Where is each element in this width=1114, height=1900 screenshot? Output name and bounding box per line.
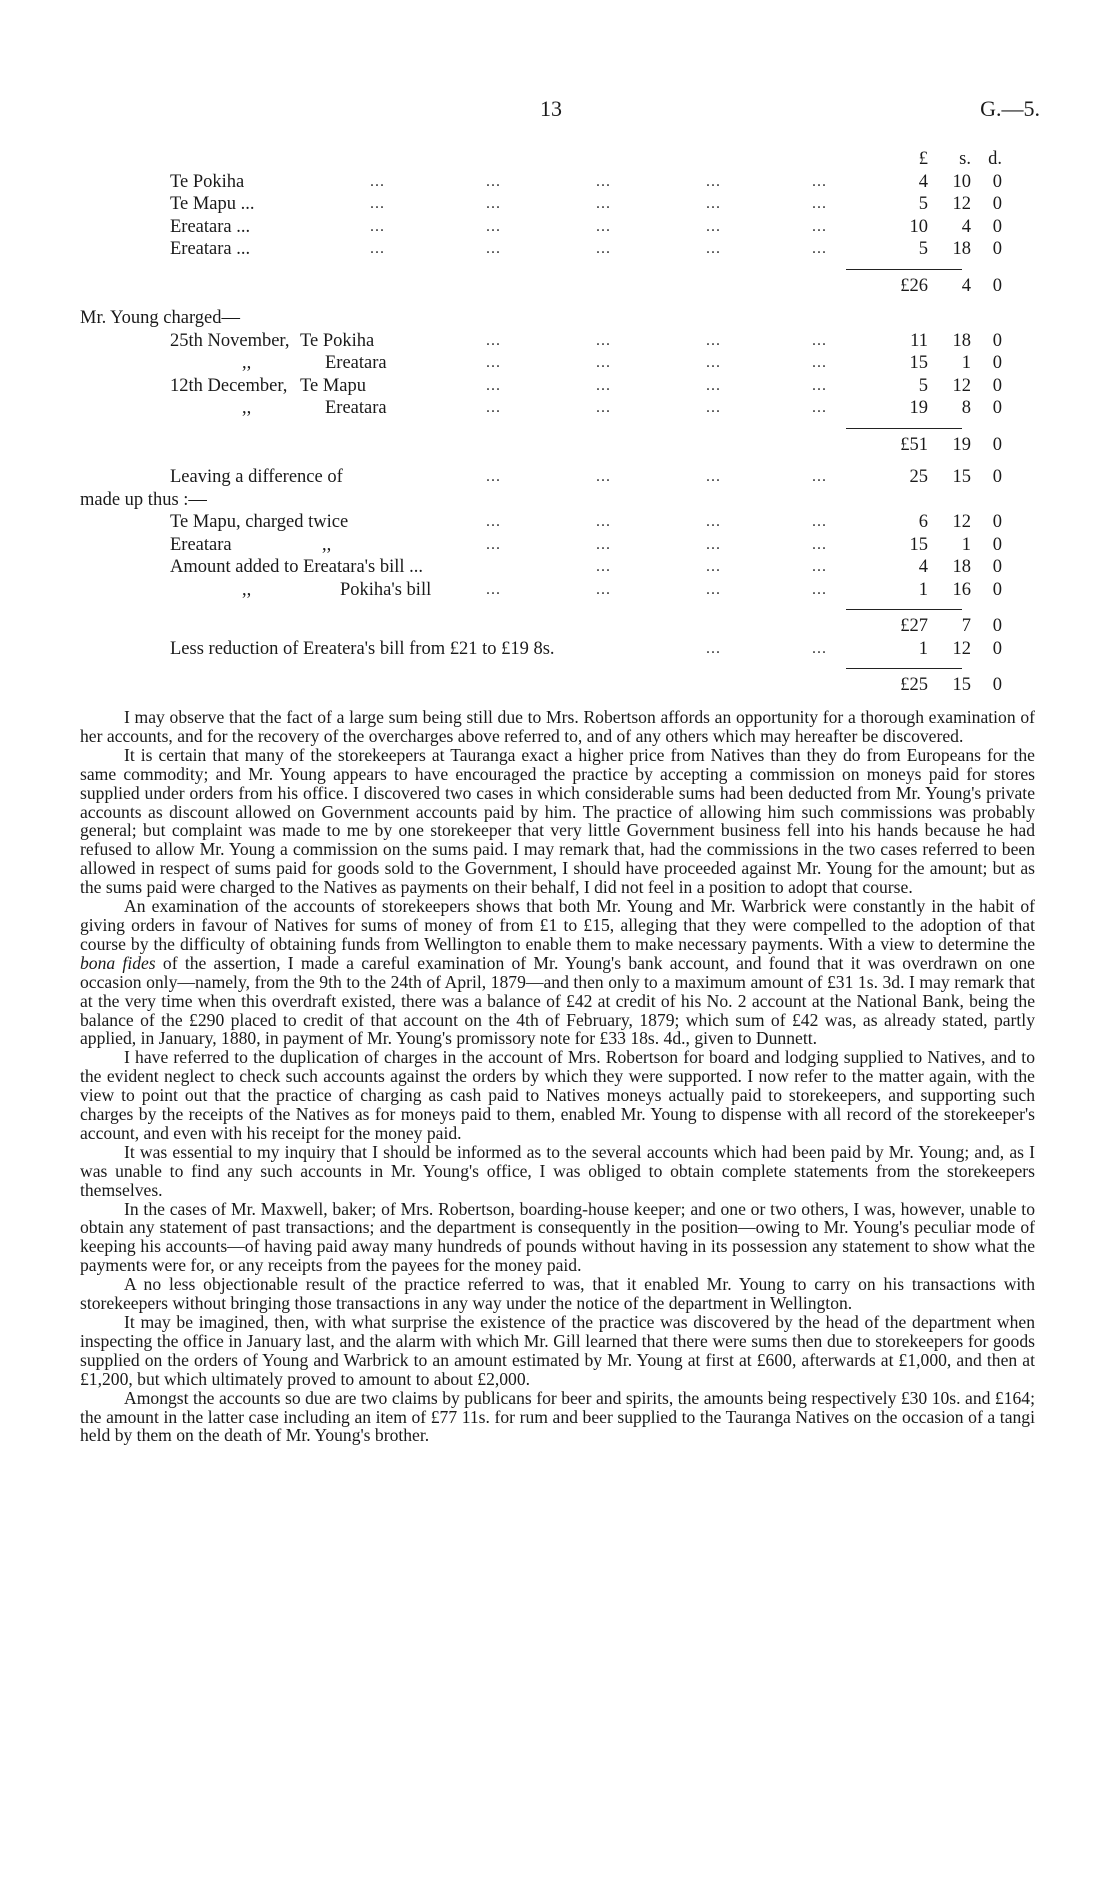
row-label: Te Pokiha [170,171,245,192]
total-shillings: 4 [961,275,971,296]
shillings-value: 1 [961,353,971,373]
pounds-value: 11 [910,330,928,351]
row-label: Te Mapu [300,375,367,396]
reduction-row: Less reduction of Ereatera's bill from £21 to £19 8s. ... ... 1 12 0 [170,638,1002,659]
pence-value: 0 [992,375,1002,396]
pence-value: 0 [992,194,1002,214]
pence-value: 0 [992,239,1002,259]
pence-value: 0 [992,557,1002,577]
total-pounds: £25 [900,675,928,695]
pounds-value: 1 [918,638,928,659]
total-row [0,615,1114,638]
sum-rule [846,269,962,270]
total-pounds: £26 [900,275,928,296]
paragraph: I may observe that the fact of a large sum being still due to Mrs. Robertson affords an opportunity for a thorough examination of her accounts, and for the recovery of the overcharges above referred to, and of any others which may hereafter be discovered. [80,707,1035,746]
pounds-value: 5 [918,375,928,396]
pence-value: 0 [992,171,1002,192]
paragraph: It may be imagined, then, with what surprise the existence of the practice was discovered by the head of the department when inspecting the office in January last, and the alarm with which Mr. Gill learned that there were sums then due to storekeepers for goods supplied on the orders of Young and Warbrick to an amount estimated by Mr. Young at first at £600, afterwards at £1,000, and then at £1,200, but which ultimately proved to amount to about £2,000. [80,1312,1035,1389]
shillings-heading: s. [959,149,971,169]
account-row: ,, Ereatara ... ... ... ... 19 8 0 [242,398,1002,418]
difference-row: Leaving a difference of ... ... ... ... 25 15 0 [170,467,1002,487]
row-date: 12th December, [170,375,288,396]
page-header [0,96,1114,126]
pounds-value: 15 [909,534,928,555]
pence-value: 0 [992,398,1002,418]
shillings-value: 18 [952,557,971,577]
pence-value: 0 [992,467,1002,487]
row-date: ,, [242,398,252,418]
row-label: Pokiha's bill [340,579,432,600]
shillings-value: 18 [952,239,971,259]
row-label: Ereatara [325,353,387,373]
total-pounds: £27 [900,616,928,636]
document-reference: G.—5. [980,96,1040,121]
paragraph: It is certain that many of the storekeepers at Tauranga exact a higher price from Natives than they do from Europeans for the same commodity; and Mr. Young appears to have encouraged the practice by accepting a commission on moneys paid for stores supplied under orders from his office. I discovered two cases in which considerable sums had been deducted from Mr. Young's private accounts as discount allowed on Government accounts paid by him. The practice of allowing him such commissions was probably general; but complaint was made to me by one storekeeper that very little Government business fell into his hands because he had refused to allow Mr. Young a commission on the sums paid. I may remark that, had the commissions in the two cases referred to been allowed in respect of sums paid for goods sold to the Government, I should have proceeded against Mr. Young for the amount; but as the sums paid were charged to the Natives as payments on their behalf, I did not feel in a position to adopt that course. [80,744,1035,898]
row-label: Te Pokiha [300,330,375,351]
pence-value: 0 [992,216,1002,237]
pence-value: 0 [992,330,1002,351]
charged-heading: Mr. Young charged— [80,308,240,328]
total-row [0,674,1114,697]
shillings-value: 4 [961,216,971,237]
account-row: ,, Ereatara ... ... ... ... 15 1 0 [242,353,1002,373]
account-row: ,, Pokiha's bill ... ... ... ... 1 16 0 [242,579,1002,600]
account-row: 25th November, Te Pokiha ... ... ... ... 11 18 0 [170,330,1002,351]
shillings-value: 12 [952,638,971,659]
pounds-value: 4 [918,171,928,192]
account-row: 12th December, Te Mapu ... ... ... ... 5 12 0 [170,375,1002,396]
account-row: Te Mapu ... ... ... ... ... ... 5 12 0 [170,194,1002,214]
pence-value: 0 [992,579,1002,600]
page-number: 13 [540,96,562,121]
pounds-value: 10 [909,216,928,237]
shillings-value: 15 [952,467,971,487]
italic-phrase: bona fides [80,952,156,973]
pounds-heading: £ [918,149,928,169]
total-shillings: 7 [961,616,971,636]
account-row: Te Mapu, charged twice ... ... ... ... 6 12 0 [170,512,1002,532]
total-pounds: £51 [900,434,928,455]
account-row: Ereatara ... ... ... ... ... ... 10 4 0 [170,216,1002,237]
row-label: Ereatara [325,398,387,418]
row-label: Te Mapu, charged twice [170,512,349,532]
pounds-value: 5 [918,194,928,214]
total-shillings: 15 [952,675,971,695]
row-label: Ereatara ... [170,239,251,259]
shillings-value: 12 [952,375,971,396]
total-pence: 0 [992,675,1002,695]
ditto-mark: ,, [322,534,332,555]
row-label: Te Mapu ... [170,194,255,214]
paragraph [80,897,1035,1048]
row-label: Ereatara ... [170,216,251,237]
total-shillings: 19 [952,434,971,455]
pounds-value: 1 [918,579,928,600]
shillings-value: 10 [952,171,971,192]
accounts-table [0,148,1114,697]
total-pence: 0 [992,434,1002,455]
account-row: Ereatara ... ... ... ... ... ... 5 18 0 [170,239,1002,259]
total-row [0,434,1114,457]
sum-rule [846,668,962,669]
shillings-value: 8 [961,398,971,418]
made-up-heading [0,489,1114,512]
shillings-value: 12 [952,512,971,532]
made-up-label: made up thus :— [80,489,207,510]
paragraph-text: An examination of the accounts of storekeepers shows that both Mr. Young and Mr. Warbrick were constantly in the habit of giving orders in favour of Natives for sums of money of from £1 to £15, alleging that they were compelled to the adoption of that course by the difficulty of obtaining funds from Wellington to enable them to make necessary payments. With a view to determine the [80,896,1035,954]
pounds-value: 6 [918,512,928,532]
paragraph: Amongst the accounts so due are two claims by publicans for beer and spirits, the amounts being respectively £30 10s. and £164; the amount in the latter case including an item of £77 11s. for rum and beer supplied to the Tauranga Natives on the occasion of a tangi held by them on the death of Mr. Young's brother. [80,1387,1035,1446]
account-row: Ereatara ,, ... ... ... ... 15 1 0 [170,534,1002,555]
currency-heading-row [0,148,1114,171]
paragraph: In the cases of Mr. Maxwell, baker; of Mrs. Robertson, boarding-house keeper; and one or two others, I was, however, unable to obtain any statement of past transactions; and the department is consequently in the position—owing to Mr. Young's peculiar mode of keeping his accounts—of having paid away many hundreds of pounds without having in its possession any statement to show what the payments were for, or any receipts from the payees for the money paid. [80,1198,1035,1276]
account-row: Te Pokiha ... ... ... ... ... 4 10 0 [170,171,1002,192]
row-label: Amount added to Ereatara's bill ... [170,557,424,577]
pounds-value: 19 [909,398,928,418]
shillings-value: 1 [961,534,971,555]
pence-value: 0 [992,534,1002,555]
paragraph-text: of the assertion, I made a careful examination of Mr. Young's bank account, and found that it was overdrawn on one occasion only—namely, from the 9th to the 24th of April, 1879—and then only to a maximum amount of £31 1s. 3d. I may remark that at the very time when this overdraft existed, there was a balance of £42 at credit of his No. 2 account at the National Bank, being the balance of the £290 placed to credit of that account on the 4th of February, 1879; which sum of £42 was, as already stated, partly applied, in January, 1880, in payment of Mr. Young's promissory note for £33 18s. 4d., given to Dunnett. [80,952,1035,1049]
row-label: Less reduction of Ereatera's bill from £21 to £19 8s. [170,638,555,659]
pence-value: 0 [992,638,1002,659]
total-pence: 0 [992,275,1002,296]
pounds-value: 25 [909,467,928,487]
row-date: 25th November, [170,330,290,351]
row-date: ,, [242,353,252,373]
row-label: Leaving a difference of [170,467,343,487]
paragraph: I have referred to the duplication of charges in the account of Mrs. Robertson for board and lodging supplied to Natives, and to the evident neglect to check such accounts against the orders by which they were supported. I now refer to the matter again, with the view to point out that the practice of charging as cash paid to Natives moneys actually paid to storekeepers, and supporting such charges by the receipts of the Natives as for moneys paid to them, enabled Mr. Young to dispense with all record of the storekeeper's account, and even with his receipt for the money paid. [80,1047,1035,1143]
pence-heading: d. [988,149,1002,169]
section-heading [0,307,1114,330]
sum-rule [846,428,962,429]
total-row [0,275,1114,298]
pence-value: 0 [992,512,1002,532]
ditto-mark: ,, [242,579,252,600]
row-label: Ereatara [170,534,232,555]
pounds-value: 15 [909,353,928,373]
total-pence: 0 [992,616,1002,636]
paragraph: A no less objectionable result of the practice referred to was, that it enabled Mr. Young to carry on his transactions with storekeepers without bringing those transactions in any way under the notice of the department in Wellington. [80,1274,1035,1314]
shillings-value: 16 [952,579,971,600]
account-row: Amount added to Ereatara's bill ... ... ... ... 4 18 0 [170,557,1002,577]
paragraph: It was essential to my inquiry that I should be informed as to the several accounts which had been paid by Mr. Young; and, as I was unable to find any such accounts in Mr. Young's office, I was obliged to obtain complete statements from the storekeepers themselves. [80,1141,1035,1200]
pounds-value: 4 [918,557,928,577]
pence-value: 0 [992,353,1002,373]
shillings-value: 12 [952,194,971,214]
pounds-value: 5 [918,239,928,259]
report-body [80,708,1035,1445]
shillings-value: 18 [952,330,971,351]
sum-rule [846,609,962,610]
